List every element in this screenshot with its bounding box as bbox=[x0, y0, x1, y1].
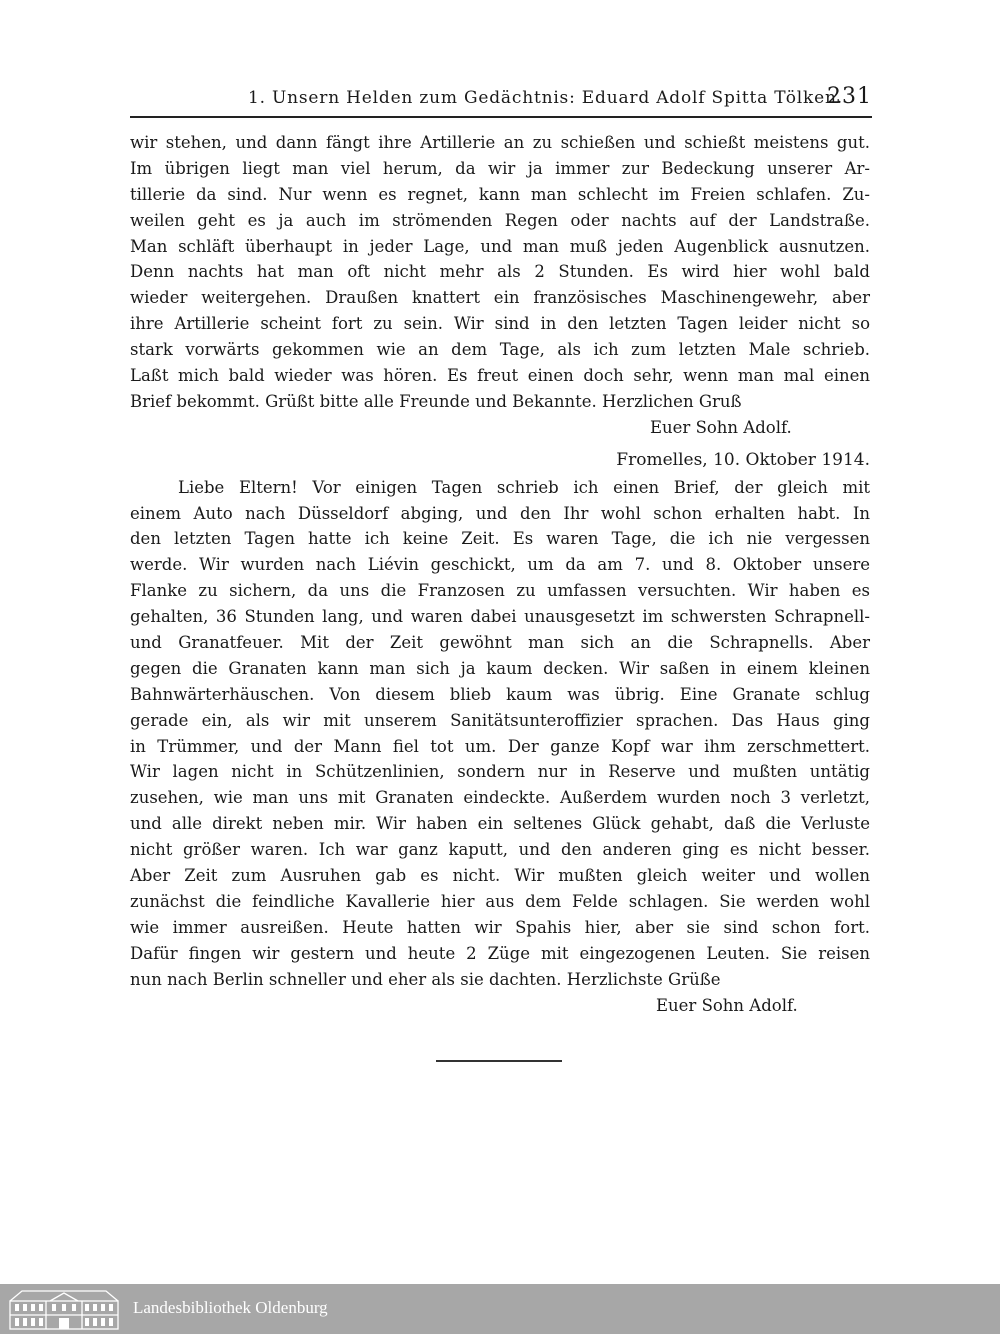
text-line: gehalten, 36 Stunden lang, und waren dabei unausgesetzt im schwersten Schrapnell- bbox=[130, 607, 870, 627]
text-line: Dafür fingen wir gestern und heute 2 Züge mit eingezogenen Leuten. Sie reisen bbox=[130, 943, 870, 963]
text-line: tillerie da sind. Nur wenn es regnet, kann man schlecht im Freien schlafen. Zu- bbox=[130, 184, 870, 204]
letter-2-signature: Euer Sohn Adolf. bbox=[656, 995, 798, 1015]
letter-2-dateline: Fromelles, 10. Oktober 1914. bbox=[616, 449, 870, 470]
text-line: nun nach Berlin schneller und eher als sie dachten. Herzlichste Grüße bbox=[130, 969, 721, 989]
text-line: und Granatfeuer. Mit der Zeit gewöhnt man sich an die Schrapnells. Aber bbox=[130, 633, 870, 653]
text-line: Brief bekommt. Grüßt bitte alle Freunde und Bekannte. Herzlichen Gruß bbox=[130, 391, 742, 411]
text-line: wir stehen, und dann fängt ihre Artillerie an zu schießen und schießt meistens gut. bbox=[130, 133, 870, 152]
text-line: Aber Zeit zum Ausruhen gab es nicht. Wir mußten gleich weiter und wollen bbox=[130, 866, 870, 886]
text-line: Liebe Eltern! Vor einigen Tagen schrieb ich einen Brief, der gleich mit bbox=[178, 477, 870, 497]
text-line: Denn nachts hat man oft nicht mehr als 2 Stunden. Es wird hier wohl bald bbox=[130, 262, 870, 282]
text-line: gerade ein, als wir mit unserem Sanitätsunteroffizier sprachen. Das Haus ging bbox=[130, 710, 870, 730]
letter-2 bbox=[130, 445, 870, 1019]
text-line: in Trümmer, und der Mann fiel tot um. Der ganze Kopf war ihm zerschmettert. bbox=[130, 736, 870, 756]
text-line: Laßt mich bald wieder was hören. Es freut einen doch sehr, wenn man mal einen bbox=[130, 366, 870, 386]
text-line: werde. Wir wurden nach Liévin geschickt, um da am 7. und 8. Oktober unsere bbox=[130, 555, 870, 575]
page-number: 231 bbox=[827, 84, 872, 109]
text-line: weilen geht es ja auch im strömenden Regen oder nachts auf der Landstraße. bbox=[130, 210, 870, 230]
text-line: Im übrigen liegt man viel herum, da wir ja immer zur Bedeckung unserer Ar- bbox=[130, 158, 870, 178]
letter-1-signature: Euer Sohn Adolf. bbox=[650, 417, 792, 437]
text-line: Man schläft überhaupt in jeder Lage, und man muß jeden Augenblick ausnutzen. bbox=[130, 236, 870, 256]
header-rule bbox=[130, 116, 872, 118]
text-line: nicht größer waren. Ich war ganz kaputt, und den anderen ging es nicht besser. bbox=[130, 840, 870, 860]
text-line: den letzten Tagen hatte ich keine Zeit. Es waren Tage, die ich nie vergessen bbox=[130, 529, 870, 549]
running-head bbox=[130, 84, 872, 118]
running-title: 1. Unsern Helden zum Gedächtnis: Eduard Adolf Spitta Tölken. bbox=[248, 88, 843, 108]
letter-1 bbox=[130, 130, 870, 441]
text-line: zunächst die feindliche Kavallerie hier aus dem Felde schlagen. Sie werden wohl bbox=[130, 891, 870, 911]
library-footer bbox=[0, 1284, 1000, 1334]
library-name: Landesbibliothek Oldenburg bbox=[133, 1298, 328, 1317]
text-line: Flanke zu sichern, da uns die Franzosen zu umfassen versuchten. Wir haben es bbox=[130, 581, 870, 601]
text-line: gegen die Granaten kann man sich ja kaum decken. Wir saßen in einem kleinen bbox=[130, 658, 870, 678]
text-line: stark vorwärts gekommen wie an dem Tage, als ich zum letzten Male schrieb. bbox=[130, 340, 870, 360]
text-line: ihre Artillerie scheint fort zu sein. Wir sind in den letzten Tagen leider nicht so bbox=[130, 314, 870, 334]
text-line: und alle direkt neben mir. Wir haben ein seltenes Glück gehabt, daß die Verluste bbox=[130, 814, 870, 834]
text-line: einem Auto nach Düsseldorf abging, und den Ihr wohl schon erhalten habt. In bbox=[130, 503, 870, 523]
text-line: Wir lagen nicht in Schützenlinien, sondern nur in Reserve und mußten untätig bbox=[130, 762, 870, 782]
library-building-icon bbox=[4, 1287, 124, 1331]
text-line: Bahnwärterhäuschen. Von diesem blieb kaum was übrig. Eine Granate schlug bbox=[130, 684, 870, 704]
text-line: wieder weitergehen. Draußen knattert ein französisches Maschinengewehr, aber bbox=[130, 288, 870, 308]
section-end-rule bbox=[436, 1060, 562, 1062]
body-text bbox=[130, 130, 870, 1018]
text-line: wie immer ausreißen. Heute hatten wir Spahis hier, aber sie sind schon fort. bbox=[130, 917, 870, 937]
text-line: zusehen, wie man uns mit Granaten eindeckte. Außerdem wurden noch 3 verletzt, bbox=[130, 788, 870, 808]
